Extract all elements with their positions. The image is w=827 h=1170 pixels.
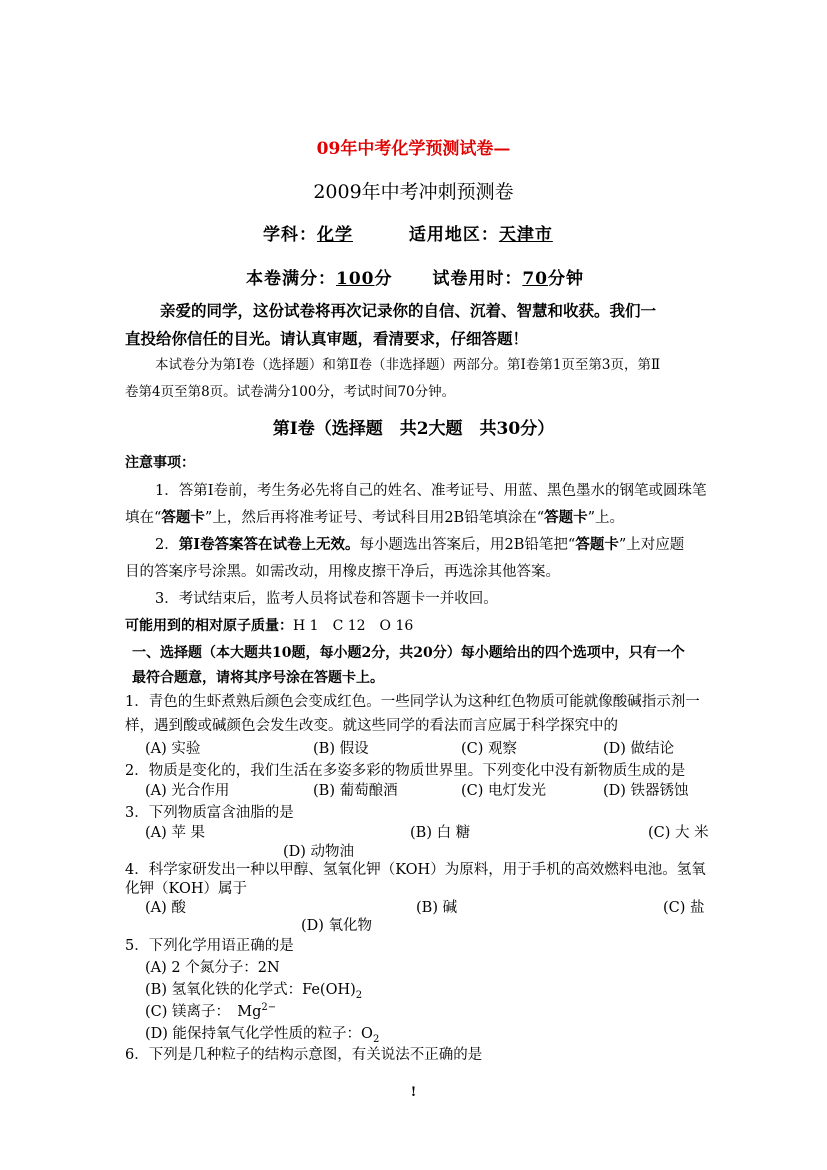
page-title: 09年中考化学预测试卷— [316,139,511,159]
q3-stem: 3．下列物质富含油脂的是 [125,805,294,821]
region-value: 天津市 [498,225,553,245]
page-footer-mark: ! [410,1085,417,1100]
q3-option-d: (D) 动物油 [283,844,355,860]
score-unit: 分 [374,269,393,289]
q6-stem: 6．下列是几种粒子的结构示意图，有关说法不正确的是 [125,1047,483,1063]
q1-stem-line-1: 1．青色的生虾煮熟后颜色会变成红色。一些同学认为这种红色物质可能就像酸碱指示剂一 [125,694,700,710]
q1-option-b: (B) 假设 [313,741,369,757]
note-1-line-2: 填在“答题卡”上，然后再将准考证号、考试科目用2B铅笔填涂在“答题卡”上。 [125,509,625,526]
q5-option-d: (D) 能保持氧气化学性质的粒子：$O_2$ [145,1026,380,1045]
q5-option-b: (B) 氢氧化铁的化学式：$Fe(OH)_2$ [145,982,363,1001]
q2-stem: 2．物质是变化的，我们生活在多姿多彩的物质世界里。下列变化中没有新物质生成的是 [125,763,686,779]
q4-option-c: (C) 盐 [663,900,705,916]
time-unit: 分钟 [548,269,585,289]
subject-label: 学科： [263,225,317,245]
note-1-line-1: 1．答第Ⅰ卷前，考生务必先将自己的姓名、准考证号、用蓝、黑色墨水的钢笔或圆珠笔 [155,483,707,499]
score-label: 本卷满分： [246,269,336,289]
q1-option-a: (A) 实验 [145,741,201,757]
atomic-mass: 可能用到的相对原子质量：H 1 C 12 O 16 [125,618,414,634]
q3-option-b: (B) 白 糖 [410,825,471,841]
q2-option-a: (A) 光合作用 [145,783,230,799]
time-value: 70 [522,269,549,289]
subject-info [263,220,553,245]
q3-option-c: (C) 大 米 [648,825,709,841]
q4-option-b: (B) 碱 [416,900,458,916]
note-2-line-1: 2．第Ⅰ卷答案答在试卷上无效。每小题选出答案后，用2B铅笔把“答题卡”上对应题 [155,536,685,553]
note-3: 3．考试结束后，监考人员将试卷和答题卡一并收回。 [155,591,498,607]
q5-option-a: (A) 2 个氮分子：2N [145,960,280,976]
intro-line-1: 本试卷分为第Ⅰ卷（选择题）和第Ⅱ卷（非选择题）两部分。第Ⅰ卷第1页至第3页，第Ⅱ [155,357,661,373]
q1-stem-line-2: 样，遇到酸或碱颜色会发生改变。就这些同学的看法而言应属于科学探究中的 [125,718,618,734]
q1-option-d: (D) 做结论 [603,741,675,757]
time-label: 试卷用时： [432,269,523,289]
part1-header-line-1: 一、选择题（本大题共10题，每小题2分，共20分）每小题给出的四个选项中，只有一个 [132,645,685,661]
q4-stem-line-1: 4．科学家研发出一种以甲醇、氢氧化钾（KOH）为原料，用于手机的高效燃料电池。氢氧 [125,862,706,878]
q4-stem-line-2: 化钾（KOH）属于 [125,881,247,897]
q4-option-a: (A) 酸 [145,900,186,916]
page-subtitle: 2009年中考冲刺预测卷 [313,181,514,203]
region-label: 适用地区： [408,225,499,245]
greeting-line-2: 直投给你信任的目光。请认真审题，看清要求，仔细答题！ [125,329,529,348]
note-2-line-2: 目的答案序号涂黑。如需改动，用橡皮擦干净后，再选涂其他答案。 [125,564,560,580]
greeting-line-1: 亲爱的同学，这份试卷将再次记录你的自信、沉着、智慧和收获。我们一 [160,301,657,320]
notes-heading: 注意事项： [125,455,195,471]
score-time-info [246,264,584,289]
part1-header-line-2: 最符合题意，请将其序号涂在答题卡上。 [132,670,384,686]
q1-option-c: (C) 观察 [461,741,518,757]
q2-option-d: (D) 铁器锈蚀 [603,783,689,799]
q4-option-d: (D) 氧化物 [301,918,373,934]
score-value: 100 [336,269,375,289]
q2-option-b: (B) 葡萄酿酒 [313,783,398,799]
subject-value: 化学 [317,225,353,245]
q5-stem: 5．下列化学用语正确的是 [125,938,294,954]
section-title: 第Ⅰ卷（选择题 共2大题 共30分） [272,419,555,439]
q2-option-c: (C) 电灯发光 [461,783,547,799]
q3-option-a: (A) 苹 果 [145,825,206,841]
intro-line-2: 卷第4页至第8页。试卷满分100分，考试时间70分钟。 [125,384,456,400]
q5-option-c: (C) 镁离子： $Mg^{2-}$ [145,1002,277,1020]
